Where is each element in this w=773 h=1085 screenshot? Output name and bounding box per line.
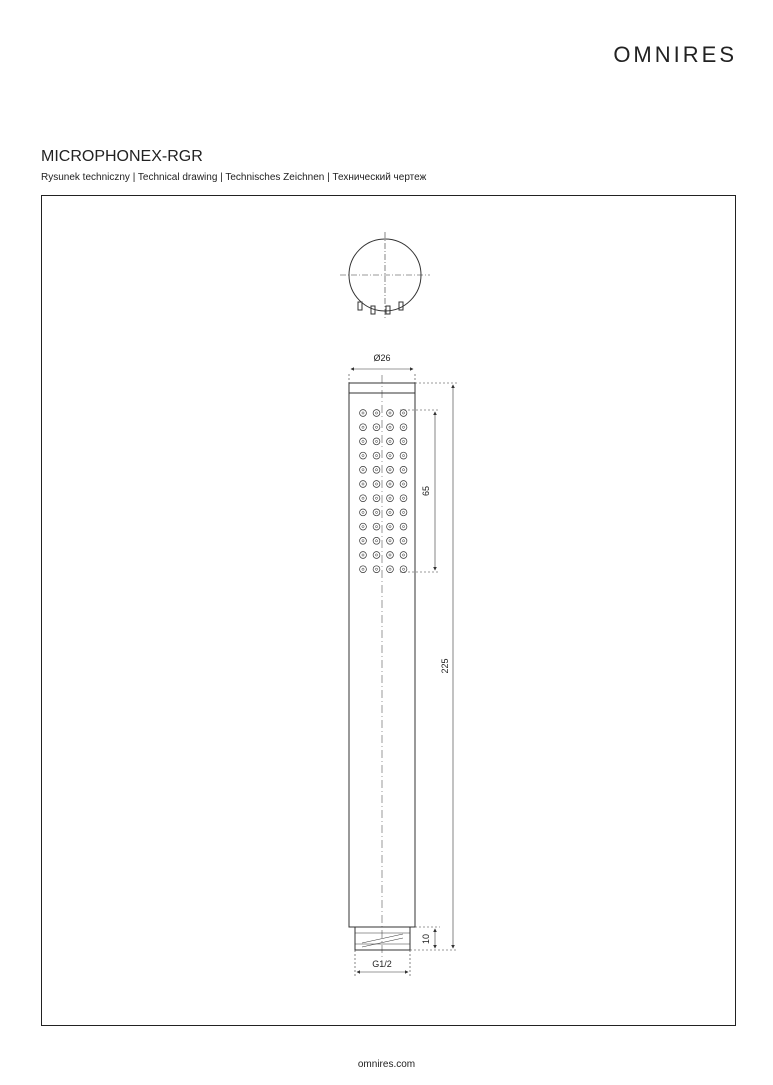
nozzle (387, 452, 394, 459)
nozzle (387, 438, 394, 445)
nozzle (387, 523, 394, 530)
nozzle-outlet (362, 511, 364, 513)
nozzle-outlet (375, 483, 377, 485)
nozzle-outlet (362, 455, 364, 457)
footer-website: omnires.com (357, 1059, 416, 1070)
nozzle (400, 452, 407, 459)
brand-logo: OMNIRES (613, 42, 737, 67)
nozzle-outlet (375, 554, 377, 556)
nozzle-outlet (362, 554, 364, 556)
nozzle (360, 523, 367, 530)
nozzle-outlet (362, 483, 364, 485)
diameter-label: Ø26 (373, 353, 391, 363)
nozzle (400, 466, 407, 473)
product-title: MICROPHONEX-RGR (41, 148, 203, 165)
drawing-subtitle: Rysunek techniczny | Technical drawing | Technisches Zeichnen | Технический чертеж (41, 172, 427, 183)
nozzle-grid (360, 410, 407, 573)
side-view (349, 375, 415, 958)
nozzle-outlet (362, 568, 364, 570)
nozzle (360, 410, 367, 417)
spray-face-height-label: 65 (421, 485, 431, 497)
nozzle-outlet (362, 497, 364, 499)
nozzle (360, 552, 367, 559)
nozzle-outlet (389, 568, 391, 570)
nozzle-outlet (389, 483, 391, 485)
nozzle (387, 424, 394, 431)
nozzle (400, 481, 407, 488)
top-view (340, 232, 430, 318)
nozzle (360, 466, 367, 473)
nozzle-outlet (362, 526, 364, 528)
nozzle-outlet (402, 497, 404, 499)
nozzle-outlet (402, 568, 404, 570)
nozzle (400, 523, 407, 530)
nozzle (360, 438, 367, 445)
nozzle (387, 481, 394, 488)
nozzle-outlet (389, 526, 391, 528)
nozzle (360, 452, 367, 459)
nozzle-outlet (375, 412, 377, 414)
nozzle (373, 495, 380, 502)
nozzle-outlet (402, 483, 404, 485)
nozzle-outlet (362, 469, 364, 471)
nozzle-outlet (389, 554, 391, 556)
nozzle (400, 424, 407, 431)
nozzle-outlet (362, 440, 364, 442)
nozzle-outlet (389, 440, 391, 442)
nozzle-outlet (375, 469, 377, 471)
nozzle-outlet (375, 497, 377, 499)
nozzle (360, 537, 367, 544)
nozzle (387, 509, 394, 516)
nozzle (373, 509, 380, 516)
nozzle (373, 566, 380, 573)
nozzle (400, 566, 407, 573)
nozzle (400, 410, 407, 417)
nozzle-outlet (389, 412, 391, 414)
nozzle (400, 495, 407, 502)
nozzle-outlet (375, 568, 377, 570)
nozzle-outlet (375, 511, 377, 513)
nozzle-outlet (402, 511, 404, 513)
nozzle-outlet (362, 426, 364, 428)
nozzle-outlet (389, 426, 391, 428)
nozzle (373, 424, 380, 431)
nozzle (400, 552, 407, 559)
nozzle (360, 424, 367, 431)
total-length-label: 225 (440, 658, 450, 674)
nozzle-outlet (402, 554, 404, 556)
nozzle-outlet (389, 469, 391, 471)
nozzle (400, 537, 407, 544)
thread-label: G1/2 (372, 959, 392, 969)
nozzle (373, 552, 380, 559)
nozzle-outlet (402, 412, 404, 414)
nozzle-outlet (375, 526, 377, 528)
nozzle (387, 566, 394, 573)
nozzle-outlet (362, 540, 364, 542)
nozzle-outlet (362, 412, 364, 414)
nozzle (360, 509, 367, 516)
nozzle-outlet (402, 469, 404, 471)
nozzle (387, 410, 394, 417)
nozzle (400, 438, 407, 445)
nozzle (360, 481, 367, 488)
nozzle-outlet (375, 540, 377, 542)
nozzle (400, 509, 407, 516)
nozzle-outlet (402, 540, 404, 542)
nozzle (360, 495, 367, 502)
nozzle-outlet (402, 440, 404, 442)
nozzle (387, 552, 394, 559)
nozzle (387, 495, 394, 502)
connector-length-label: 10 (421, 933, 431, 945)
nozzle (373, 452, 380, 459)
nozzle (360, 566, 367, 573)
nozzle-outlet (402, 526, 404, 528)
nozzle (373, 410, 380, 417)
nozzle-outlet (375, 440, 377, 442)
nozzle (373, 481, 380, 488)
nozzle-outlet (402, 455, 404, 457)
nozzle-outlet (389, 540, 391, 542)
nozzle (373, 537, 380, 544)
nozzle (373, 523, 380, 530)
nozzle (387, 466, 394, 473)
nozzle-outlet (389, 497, 391, 499)
nozzle-outlet (402, 426, 404, 428)
nozzle-outlet (375, 455, 377, 457)
nozzle-outlet (375, 426, 377, 428)
nozzle-outlet (389, 455, 391, 457)
nozzle (373, 438, 380, 445)
nozzle-outlet (389, 511, 391, 513)
nozzle (387, 537, 394, 544)
nozzle (373, 466, 380, 473)
